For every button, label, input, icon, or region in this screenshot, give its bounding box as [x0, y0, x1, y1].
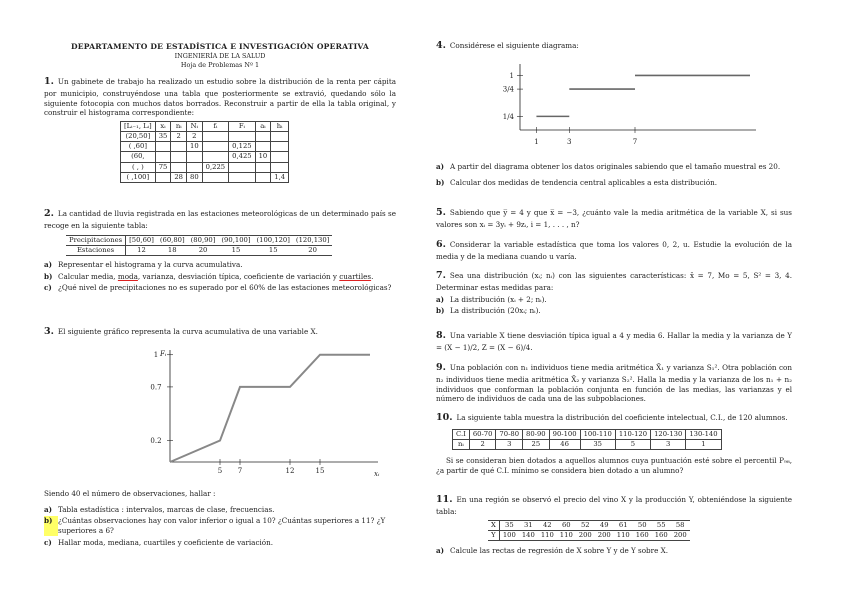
- table-row: [121, 162, 289, 172]
- table-cell: ( ,100]: [121, 172, 156, 182]
- item-a: a) Calcule las rectas de regresión de X sobre Y y de Y sobre X.: [436, 545, 669, 555]
- table-cell: 75: [155, 162, 171, 172]
- cumulative-chart-svg: [112, 344, 382, 484]
- table-cell: 12: [126, 245, 157, 255]
- table-cell: 2: [171, 132, 187, 142]
- table-cell: [202, 132, 228, 142]
- table-cell: 110: [557, 530, 576, 540]
- table-cell: Estaciones: [66, 245, 126, 255]
- table-cell: ( ,60]: [121, 142, 156, 152]
- problem-text: El siguiente gráfico representa la curva acumulativa de una variable X.: [57, 327, 318, 336]
- table-row: [488, 530, 690, 540]
- table-cell: 46: [549, 439, 580, 449]
- problem-10-question: Si se consideran bien dotados a aquellos alumnos cuya puntuación esté sobre el percentil P₉₈, ¿a partir de qué C.I. mínimo se considera bien dotado a un alumno?: [436, 456, 792, 475]
- table-cell: (120,130]: [293, 235, 332, 245]
- table-cell: 31: [519, 520, 538, 530]
- sheet-title: Hoja de Problemas Nº 1: [180, 60, 260, 69]
- table-cell: 120-130: [651, 429, 686, 439]
- table-cell: 35: [499, 520, 518, 530]
- item-a: a) La distribución (xᵢ + 2; nᵢ).: [436, 294, 547, 304]
- table-cell: ( , ): [121, 162, 156, 172]
- table-cell: [202, 142, 228, 152]
- table-row: [453, 429, 722, 439]
- x-tick-label: 12: [285, 467, 295, 475]
- wine-table: [488, 520, 690, 541]
- table-cell: [155, 142, 171, 152]
- table-cell: Fᵢ: [229, 121, 255, 131]
- table-cell: [255, 142, 271, 152]
- y-tick-label: 0.2: [150, 437, 162, 446]
- table-cell: 10: [255, 152, 271, 162]
- table-cell: [171, 142, 187, 152]
- item-a: a) A partir del diagrama obtener los datos originales sabiendo que el tamaño muestral es 20.: [436, 162, 781, 171]
- problem-number: 9.: [436, 362, 446, 373]
- table-cell: 50: [633, 520, 652, 530]
- table-cell: 58: [671, 520, 690, 530]
- table-cell: 20: [293, 245, 332, 255]
- table-cell: 0,125: [229, 142, 255, 152]
- table-cell: 3: [496, 439, 523, 449]
- table-cell: [229, 162, 255, 172]
- table-cell: [271, 152, 289, 162]
- problem-7: [436, 270, 792, 316]
- table-row: [121, 121, 289, 131]
- table-cell: 60: [557, 520, 576, 530]
- y-tick-label: 0.7: [150, 383, 162, 392]
- table-cell: 15: [254, 245, 293, 255]
- table-row: [488, 520, 690, 530]
- table-cell: 1: [686, 439, 721, 449]
- table-cell: [202, 172, 228, 182]
- table-row: [66, 245, 332, 255]
- table-row: [453, 439, 722, 449]
- page-header: [44, 42, 396, 70]
- table-cell: 2: [187, 132, 203, 142]
- table-cell: [229, 132, 255, 142]
- table-cell: 52: [576, 520, 595, 530]
- table-cell: 20: [188, 245, 219, 255]
- table-cell: (60,: [121, 152, 156, 162]
- department-subtitle: INGENIERÍA DE LA SALUD: [174, 52, 266, 61]
- table-cell: 60-70: [469, 429, 496, 439]
- table-cell: [171, 162, 187, 172]
- table-cell: 100-110: [580, 429, 615, 439]
- problem-text: Un gabinete de trabajo ha realizado un estudio sobre la distribución de la renta per cápita por municipio, construyéndose una tabla que posteriormente se extravió, quedando sólo la siguiente fotocopia con muchos datos borrados. Reconstruir a partir de ella la tabla original, y construir el histograma correspondiente:: [44, 77, 396, 118]
- item-b: b) ¿Cuántas observaciones hay con valor inferior o igual a 10? ¿Cuántas superiores a 11? ¿Y superiores a 6?: [44, 516, 386, 536]
- table-cell: (60,80]: [157, 235, 188, 245]
- problem-4-items: [436, 160, 792, 187]
- problem-2: [44, 208, 396, 293]
- y-tick-label: 1/4: [502, 112, 514, 121]
- table-cell: fᵢ: [202, 121, 228, 131]
- problem-11: [436, 494, 792, 556]
- table-cell: [187, 152, 203, 162]
- table-cell: [255, 172, 271, 182]
- item-b: b) Calcular dos medidas de tendencia central aplicables a esta distribución.: [436, 177, 718, 187]
- table-cell: 130-140: [686, 429, 721, 439]
- table-cell: 2: [469, 439, 496, 449]
- table-row: [121, 142, 289, 152]
- table-cell: 200: [671, 530, 690, 540]
- table-cell: Y: [488, 530, 499, 540]
- table-cell: 42: [538, 520, 557, 530]
- problem-number: 6.: [436, 239, 446, 250]
- highlighted-label: b): [44, 516, 58, 535]
- table-cell: [155, 172, 171, 182]
- table-cell: [271, 132, 289, 142]
- problem-text: Una población con n₁ individuos tiene media aritmética X̄₁ y varianza S₁². Otra población con n₂ individuos tiene media aritmética X̄₂ y varianza S₂². Halla la media y la varianza de los n₁ + n₂ individuos que conforman la población conjunta en función de las medias, las varianzas y el número de individuos de cada una de las subpoblaciones.: [436, 363, 792, 404]
- y-tick-label: 1: [509, 71, 514, 80]
- problem-number: 3.: [44, 326, 54, 337]
- table-cell: [187, 162, 203, 172]
- ci-table: [452, 429, 722, 450]
- problem-number: 2.: [44, 208, 54, 219]
- left-column: [44, 0, 396, 547]
- problem-text: Considerar la variable estadística que toma los valores 0, 2, u. Estudie la evolución de la media y de la mediana cuando u varía.: [436, 240, 792, 261]
- x-tick-label: 15: [315, 467, 325, 475]
- problem-5: [436, 207, 792, 230]
- problem-text: Sea una distribución (xᵢ; nᵢ) con las siguientes características: x̄ = 7, Mo = 5, S² = 3, 4. Determinar estas medidas para:: [436, 271, 792, 292]
- table-cell: 160: [633, 530, 652, 540]
- table-row: [66, 235, 332, 245]
- table-cell: [255, 132, 271, 142]
- problem-number: 11.: [436, 494, 453, 505]
- problem-1: [44, 76, 396, 183]
- table-cell: (100,120]: [254, 235, 293, 245]
- table-cell: [255, 162, 271, 172]
- table-cell: xᵢ: [155, 121, 171, 131]
- table-cell: 80: [187, 172, 203, 182]
- problem-number: 7.: [436, 270, 446, 281]
- table-cell: 200: [595, 530, 614, 540]
- department-title: DEPARTAMENTO DE ESTADÍSTICA E INVESTIGACIÓN OPERATIVA: [71, 42, 369, 51]
- table-cell: 25: [523, 439, 550, 449]
- table-cell: aᵢ: [255, 121, 271, 131]
- table-cell: [202, 152, 228, 162]
- table-cell: 35: [580, 439, 615, 449]
- item-a: a) Representar el histograma y la curva acumulativa.: [44, 259, 243, 269]
- problem-number: 1.: [44, 76, 54, 87]
- table-cell: 18: [157, 245, 188, 255]
- cumulative-line: [170, 355, 370, 462]
- problem-text: La siguiente tabla muestra la distribución del coeficiente intelectual, C.I., de 120 alumnos.: [456, 413, 788, 422]
- step-chart-svg: [498, 60, 758, 156]
- table-cell: 5: [615, 439, 650, 449]
- table-cell: 110: [538, 530, 557, 540]
- x-axis-label: xᵢ: [374, 470, 380, 478]
- table-cell: 110: [614, 530, 633, 540]
- table-cell: 100: [499, 530, 518, 540]
- problem-text: Considérese el siguiente diagrama:: [449, 41, 579, 50]
- x-tick-label: 1: [534, 138, 539, 146]
- table-cell: (90,100]: [218, 235, 253, 245]
- x-tick-label: 7: [632, 138, 638, 146]
- table-cell: nᵢ: [453, 439, 470, 449]
- item-b: b) Calcular media, moda, varianza, desviación típica, coeficiente de variación y cuartiles.: [44, 271, 374, 281]
- problem-6: [436, 239, 792, 262]
- step-chart: [498, 60, 758, 159]
- table-cell: (20,50]: [121, 132, 156, 142]
- table-cell: 200: [576, 530, 595, 540]
- table-cell: 10: [187, 142, 203, 152]
- cuartiles-underlined: cuartiles: [339, 271, 372, 281]
- problem-text: La cantidad de lluvia registrada en las estaciones meteorológicas de un determinado país se recoge en la siguiente tabla:: [44, 209, 396, 230]
- table-cell: 61: [614, 520, 633, 530]
- table-cell: X: [488, 520, 499, 530]
- table-cell: Precipitaciones: [66, 235, 126, 245]
- table-row: [121, 152, 289, 162]
- item-c: c) Hallar moda, mediana, cuartiles y coeficiente de variación.: [44, 537, 274, 547]
- table-cell: Nᵢ: [187, 121, 203, 131]
- table-cell: 55: [652, 520, 671, 530]
- problem-3-questions: [44, 489, 396, 548]
- table-cell: 80-90: [523, 429, 550, 439]
- table-cell: [229, 172, 255, 182]
- table-cell: (80,90]: [188, 235, 219, 245]
- table-cell: 110-120: [615, 429, 650, 439]
- problem-9: [436, 362, 792, 404]
- table-cell: 0,225: [202, 162, 228, 172]
- problem-10: [436, 412, 792, 476]
- table-cell: hᵢ: [271, 121, 289, 131]
- table-cell: 0,425: [229, 152, 255, 162]
- x-tick-label: 7: [237, 467, 243, 475]
- y-tick-label: 1: [153, 351, 159, 360]
- table-cell: 90-100: [549, 429, 580, 439]
- table-cell: 3: [651, 439, 686, 449]
- problem-number: 10.: [436, 412, 453, 423]
- problem-text: Sabiendo que y̅ = 4 y que x̅ = −3, ¿cuánto vale la media aritmética de la variable X, si sus valores son xᵢ = 3yᵢ + 9zᵢ, i = 1, . . . , n?: [436, 208, 792, 229]
- table-cell: 35: [155, 132, 171, 142]
- table-cell: 49: [595, 520, 614, 530]
- y-axis-label: Fᵢ: [160, 350, 167, 358]
- table-cell: [271, 142, 289, 152]
- item-b: b) La distribución (20xᵢ; nᵢ).: [436, 306, 541, 316]
- item-c: c) ¿Qué nivel de precipitaciones no es superado por el 60% de las estaciones meteorológicas?: [44, 283, 392, 293]
- problem-number: 8.: [436, 330, 446, 341]
- table-cell: [Lᵢ₋₁, Lᵢ]: [121, 121, 156, 131]
- y-tick-label: 3/4: [502, 85, 514, 94]
- table-cell: [155, 152, 171, 162]
- table-cell: 1,4: [271, 172, 289, 182]
- problem-number: 4.: [436, 40, 446, 51]
- table-cell: 15: [218, 245, 253, 255]
- moda-underlined: moda: [117, 271, 138, 281]
- table-cell: [171, 152, 187, 162]
- problem-3: [44, 326, 396, 339]
- table-cell: 70-80: [496, 429, 523, 439]
- problem-number: 5.: [436, 207, 446, 218]
- table-cell: 140: [519, 530, 538, 540]
- x-tick-label: 5: [217, 467, 223, 475]
- table-cell: 28: [171, 172, 187, 182]
- precipitation-table: [66, 235, 332, 256]
- problem-8: [436, 330, 792, 353]
- table-row: [121, 172, 289, 182]
- problem-text: En una región se observó el precio del vino X y la producción Y, obteniéndose la siguiente tabla:: [436, 495, 792, 516]
- cumulative-chart: [112, 344, 382, 487]
- problem-text: Una variable X tiene desviación típica igual a 4 y media 6. Hallar la media y la varianza de Y = (X − 1)/2, Z = (X − 6)/4.: [436, 331, 792, 352]
- table-cell: [50,60]: [126, 235, 157, 245]
- table-cell: nᵢ: [171, 121, 187, 131]
- frequency-table: [120, 121, 289, 183]
- problem-4: [436, 40, 792, 53]
- problem-intro: Siendo 40 el número de observaciones, hallar :: [44, 489, 216, 498]
- table-cell: 160: [652, 530, 671, 540]
- item-a: a) Tabla estadística : intervalos, marcas de clase, frecuencias.: [44, 504, 275, 514]
- table-row: [121, 132, 289, 142]
- table-cell: C.I: [453, 429, 470, 439]
- table-cell: [271, 162, 289, 172]
- x-tick-label: 3: [567, 138, 572, 146]
